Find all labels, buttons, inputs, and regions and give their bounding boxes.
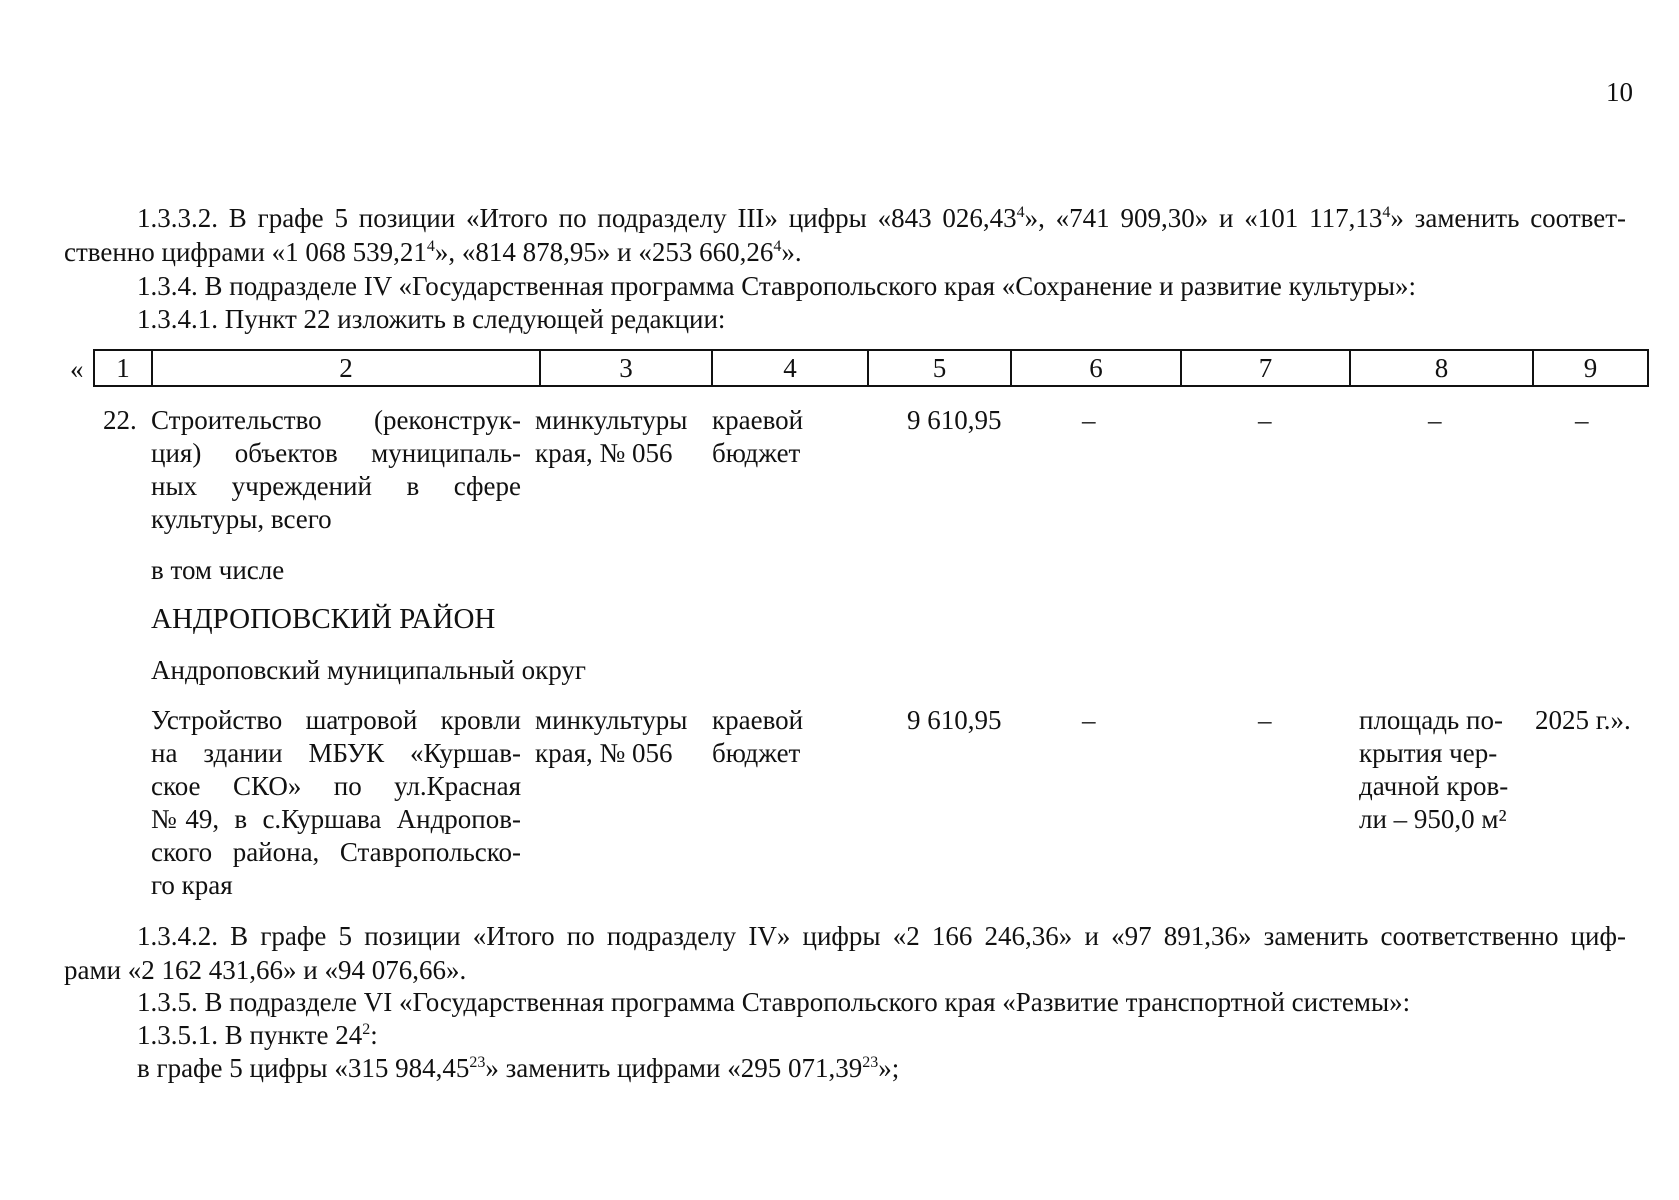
open-quote: « <box>70 354 84 384</box>
paragraph-1-3-4-1: 1.3.4.1. Пункт 22 изложить в следующей редакции: <box>137 304 726 334</box>
object-name-line: на здании МБУК «Куршав- <box>151 738 521 768</box>
object-col3: минкультуры края, № 056 <box>535 705 688 768</box>
row-22-name <box>151 404 521 536</box>
object-name-line: го края <box>151 870 233 900</box>
page-number: 10 <box>1606 77 1633 107</box>
paragraph-1-3-5: 1.3.5. В подразделе VI «Государственная программа Ставропольского края «Развитие транспортной системы»: <box>137 987 1411 1017</box>
row-22-col9: – <box>1575 405 1589 435</box>
object-col6: – <box>1082 705 1096 735</box>
header-col-1: 1 <box>116 353 130 383</box>
paragraph-1-3-3-2-line2: ственно цифрами «1 068 539,21$^4$», «814 878,95» и «253 660,26$^4$». <box>64 237 802 267</box>
header-col-4: 4 <box>711 351 867 385</box>
row-22-col3: минкультуры края, № 056 <box>535 405 688 468</box>
row-22-name-line: культуры, всего <box>151 504 332 534</box>
object-name-line: Устройство шатровой кровли <box>151 705 521 735</box>
object-col8: площадь по- крытия чер- дачной кров- ли – 950,0 м² <box>1359 705 1509 834</box>
row-22-col5: 9 610,95 <box>907 405 1002 435</box>
header-col-7: 7 <box>1180 351 1349 385</box>
paragraph-column-5-replace: в графе 5 цифры «315 984,45$^{23}$» заменить цифрами «295 071,39$^{23}$»; <box>137 1053 900 1083</box>
object-name-line: №49, в с.Куршава Андропов- <box>151 804 521 834</box>
paragraph-1-3-5-1: 1.3.5.1. В пункте $24^2$: <box>137 1020 378 1050</box>
row-22-name-line: ция) объектов муниципаль- <box>151 438 521 468</box>
table-header-row <box>93 349 1649 387</box>
paragraph-1-3-3-2-line1: 1.3.3.2. В графе 5 позиции «Итого по подразделу III» цифры «843 026,43$^4$», «741 909,30» и «101 117,13$^4$» заменить соответ- <box>137 203 1626 233</box>
header-col-9: 9 <box>1532 351 1647 385</box>
object-col9: 2025 г.». <box>1535 705 1631 735</box>
header-col-2: 2 <box>151 351 539 385</box>
header-col-8: 8 <box>1349 351 1532 385</box>
row-22-col4: краевой бюджет <box>712 405 804 468</box>
okrug-heading: Андроповский муниципальный округ <box>151 655 586 685</box>
object-col4: краевой бюджет <box>712 705 804 768</box>
object-name-line: ское СКО» по ул.Красная <box>151 771 521 801</box>
object-col5: 9 610,95 <box>907 705 1002 735</box>
row-22-col8: – <box>1428 405 1442 435</box>
row-22-col6: – <box>1082 405 1096 435</box>
paragraph-1-3-4-2-line2: рами «2 162 431,66» и «94 076,66». <box>64 955 467 985</box>
header-col-6: 6 <box>1010 351 1180 385</box>
object-name-line: ского района, Ставропольско- <box>151 837 521 867</box>
row-22-col7: – <box>1258 405 1272 435</box>
row-22-number: 22. <box>103 405 137 435</box>
district-heading: АНДРОПОВСКИЙ РАЙОН <box>151 603 496 635</box>
row-22-name-line: ных учреждений в сфере <box>151 471 521 501</box>
including-label: в том числе <box>151 555 285 585</box>
object-name <box>151 704 521 902</box>
header-col-5: 5 <box>867 351 1010 385</box>
header-col-3: 3 <box>539 351 711 385</box>
row-22-name-line: Строительство (реконструк- <box>151 405 521 435</box>
paragraph-1-3-4: 1.3.4. В подразделе IV «Государственная программа Ставропольского края «Сохранение и развитие культуры»: <box>137 271 1417 301</box>
paragraph-1-3-4-2-line1: 1.3.4.2. В графе 5 позиции «Итого по подразделу IV» цифры «2 166 246,36» и «97 891,36» заменить соответственно циф- <box>137 921 1626 951</box>
object-col7: – <box>1258 705 1272 735</box>
